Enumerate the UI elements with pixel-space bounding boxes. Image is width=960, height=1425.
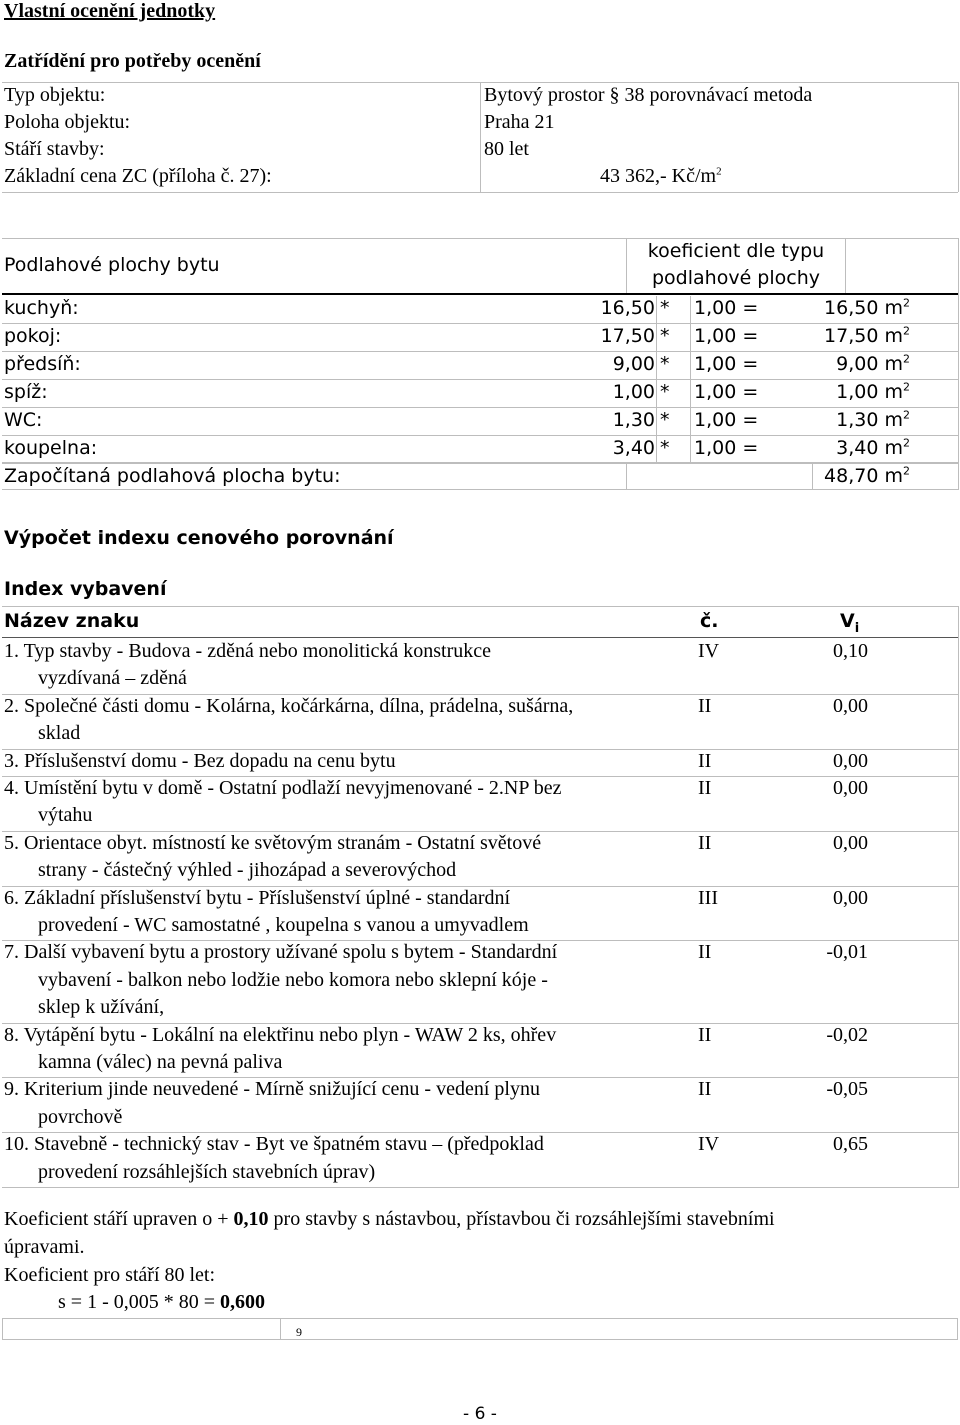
index-item-value: -0,05: [826, 1078, 868, 1100]
floor-col-divider: [656, 296, 657, 323]
index-item-value: 0,00: [833, 750, 868, 772]
floor-room-coef: 1,00 =: [694, 353, 759, 375]
floor-room-name: předsíň:: [4, 353, 81, 375]
floor-room-area: 3,40: [612, 437, 655, 459]
age-label: Koeficient pro stáří 80 let:: [4, 1264, 216, 1286]
floor-room-name: WC:: [4, 409, 43, 431]
index-item-text-cont: vybavení - balkon nebo lodžie nebo komora nebo sklepní kóje -: [38, 969, 548, 991]
index-item-value: -0,01: [826, 941, 868, 963]
col-v-header: $V_i$: [840, 610, 860, 636]
index-item-text: 4. Umístění bytu v domě - Ostatní podlaží nevyjmenované - 2.NP bez: [4, 777, 562, 799]
floor-room-area: 9,00: [612, 353, 655, 375]
index-header-rule: [2, 637, 958, 638]
floor-total-divider-right: [812, 462, 813, 490]
class-value: 80 let: [484, 138, 529, 160]
index-item-text-cont: strany - částečný výhled - jihozápad a severovýchod: [38, 859, 457, 881]
index-item-grade: II: [698, 777, 712, 799]
index-item-value: 0,00: [833, 887, 868, 909]
col-no-header: č.: [700, 610, 719, 632]
floor-room-result: 9,00 $m^2$: [836, 352, 910, 375]
floor-row-line: [2, 323, 958, 324]
floor-row-line: [2, 463, 958, 464]
index-item-text-cont: provedení rozsáhlejších stavebních úprav): [38, 1161, 376, 1183]
floor-room-coef: 1,00 =: [694, 437, 759, 459]
floor-multiply-sign: *: [660, 381, 670, 403]
index-item-text-cont: výtahu: [38, 804, 93, 826]
floor-multiply-sign: *: [660, 437, 670, 459]
floor-room-result: 3,40 $m^2$: [836, 436, 910, 459]
index-table-top-line: [2, 606, 958, 607]
floor-room-result: 16,50 $m^2$: [824, 296, 910, 319]
floor-room-area: 17,50: [600, 325, 655, 347]
index-item-text-cont: povrchově: [38, 1106, 123, 1128]
col-name-header: Název znaku: [4, 610, 140, 632]
index-item-text: 6. Základní příslušenství bytu - Příslušenství úplné - standardní: [4, 887, 511, 909]
floor-col-divider: [690, 436, 691, 463]
index-item-value: 0,00: [833, 832, 868, 854]
floor-room-area: 1,30: [612, 409, 655, 431]
floor-header-rule: [2, 293, 958, 295]
floor-total-label: Započítaná podlahová plocha bytu:: [4, 465, 341, 487]
index-item-grade: IV: [698, 1133, 720, 1155]
empty-table-box: [2, 1318, 958, 1340]
index-item-value: -0,02: [826, 1024, 868, 1046]
index-item-grade: II: [698, 832, 712, 854]
index-item-grade: III: [698, 887, 718, 909]
floor-col-divider: [690, 324, 691, 351]
floor-room-area: 16,50: [600, 297, 655, 319]
index-item-value: 0,65: [833, 1133, 868, 1155]
index-item-grade: II: [698, 695, 712, 717]
class-table-divider: [480, 82, 481, 192]
index-item-text: 10. Stavebně - technický stav - Byt ve špatném stavu – (předpoklad: [4, 1133, 544, 1155]
floor-room-name: koupelna:: [4, 437, 98, 459]
floor-total-bottom-line: [2, 489, 958, 490]
floor-total-divider-left: [626, 462, 627, 490]
index-item-text: 3. Příslušenství domu - Bez dopadu na cenu bytu: [4, 750, 396, 772]
coef-header-line2: podlahové plochy: [651, 267, 820, 289]
floor-room-name: spíž:: [4, 381, 48, 403]
index-item-grade: II: [698, 1024, 712, 1046]
class-label: Typ objektu:: [4, 84, 106, 106]
class-value: Bytový prostor § 38 porovnávací metoda: [484, 84, 813, 106]
class-table-right-border: [958, 82, 959, 192]
floor-col-divider: [656, 408, 657, 435]
index-item-grade: II: [698, 1078, 712, 1100]
index-item-text: 2. Společné části domu - Kolárna, kočárkárna, dílna, prádelna, sušárna,: [4, 695, 574, 717]
index-item-value: 0,00: [833, 777, 868, 799]
floor-col-divider: [656, 436, 657, 463]
floor-multiply-sign: *: [660, 353, 670, 375]
floor-col-divider: [690, 380, 691, 407]
index-item-text: 8. Vytápění bytu - Lokální na elektřinu nebo plyn - WAW 2 ks, ohřev: [4, 1024, 557, 1046]
index-item-text-cont: sklad: [38, 722, 81, 744]
age-note-line1: Koeficient stáří upraven o + 0,10 pro stavby s nástavbou, přístavbou či rozsáhlejšími stavebními: [4, 1208, 775, 1230]
class-label: Základní cena ZC (příloha č. 27):: [4, 165, 272, 187]
index-item-text-cont: sklep k užívání,: [38, 996, 165, 1018]
small-number: 9: [296, 1325, 302, 1339]
floor-multiply-sign: *: [660, 297, 670, 319]
index-row-line: [2, 1187, 958, 1188]
document-title: Vlastní ocenění jednotky: [4, 0, 216, 22]
floor-col-divider: [690, 352, 691, 379]
index-heading: Výpočet indexu cenového porovnání: [4, 527, 394, 549]
floor-room-name: pokoj:: [4, 325, 62, 347]
floor-col-divider: [656, 380, 657, 407]
class-table-bottom-line: [2, 192, 958, 193]
index-item-text: 7. Další vybavení bytu a prostory užívané spolu s bytem - Standardní: [4, 941, 558, 963]
class-label: Stáří stavby:: [4, 138, 105, 160]
page-number: - 6 -: [463, 1404, 497, 1424]
empty-table-divider: [280, 1318, 281, 1340]
class-label: Poloha objektu:: [4, 111, 131, 133]
index-item-text: 9. Kriterium jinde neuvedené - Mírně snižující cenu - vedení plynu: [4, 1078, 540, 1100]
index-item-text: 5. Orientace obyt. místností ke světovým stranám - Ostatní světové: [4, 832, 542, 854]
floor-room-result: 17,50 $m^2$: [824, 324, 910, 347]
index-item-text: 1. Typ stavby - Budova - zděná nebo monolitická konstrukce: [4, 640, 492, 662]
index-item-value: 0,10: [833, 640, 868, 662]
class-value: Praha 21: [484, 111, 555, 133]
floor-room-coef: 1,00 =: [694, 409, 759, 431]
floor-room-coef: 1,00 =: [694, 381, 759, 403]
floor-multiply-sign: *: [660, 325, 670, 347]
floor-total-value: 48,70 $m^2$: [824, 464, 910, 487]
index-item-text-cont: kamna (válec) na pevná paliva: [38, 1051, 283, 1073]
class-value: 43 362,- $Kč/m^2$: [600, 165, 722, 187]
floor-row-line: [2, 379, 958, 380]
index-item-text-cont: vyzdívaná – zděná: [38, 667, 187, 689]
floor-row-line: [2, 351, 958, 352]
floor-row-line: [2, 407, 958, 408]
index-table-right-border: [958, 606, 959, 1188]
floor-multiply-sign: *: [660, 409, 670, 431]
floor-total-top-line: [2, 462, 958, 463]
floor-room-area: 1,00: [612, 381, 655, 403]
age-note-line2: úpravami.: [4, 1236, 85, 1258]
floor-table-top-line: [2, 238, 958, 239]
index-subheading: Index vybavení: [4, 578, 167, 600]
floor-room-coef: 1,00 =: [694, 325, 759, 347]
floor-table-right-border: [958, 238, 959, 490]
index-item-value: 0,00: [833, 695, 868, 717]
classification-heading: Zatřídění pro potřeby ocenění: [4, 50, 261, 72]
floor-col-divider: [656, 352, 657, 379]
floor-room-name: kuchyň:: [4, 297, 79, 319]
floor-room-coef: 1,00 =: [694, 297, 759, 319]
floor-col-divider: [656, 324, 657, 351]
index-item-grade: II: [698, 750, 712, 772]
coef-header-line1: koeficient dle typu: [647, 240, 825, 262]
floor-room-result: 1,00 $m^2$: [836, 380, 910, 403]
index-item-grade: II: [698, 941, 712, 963]
index-item-text-cont: provedení - WC samostatné , koupelna s vanou a umyvadlem: [38, 914, 529, 936]
floor-heading: Podlahové plochy bytu: [4, 254, 220, 276]
floor-row-line: [2, 435, 958, 436]
floor-col-divider: [690, 296, 691, 323]
index-item-grade: IV: [698, 640, 720, 662]
age-formula: s = 1 - 0,005 * 80 = 0,600: [58, 1291, 266, 1313]
floor-col-divider: [690, 408, 691, 435]
floor-room-result: 1,30 $m^2$: [836, 408, 910, 431]
